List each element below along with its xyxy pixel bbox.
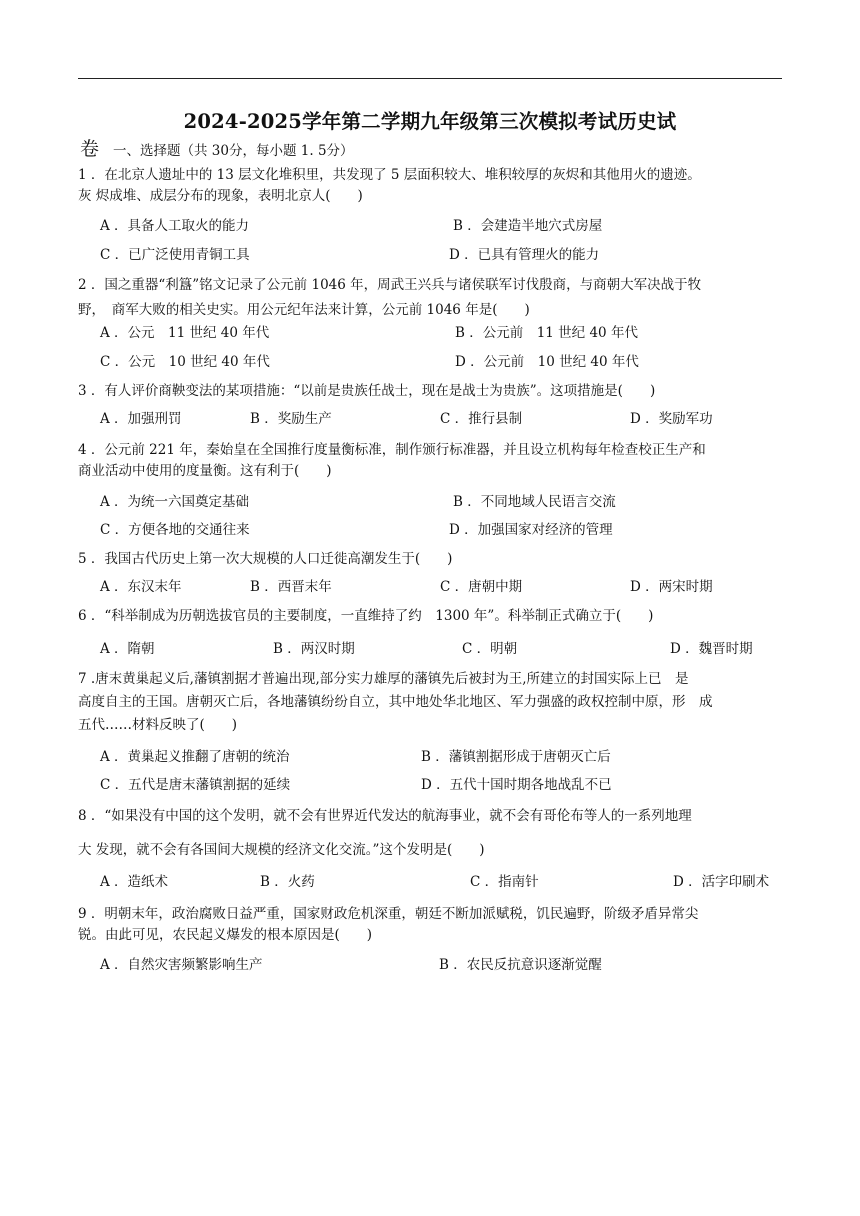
header-rule [78,78,782,79]
q2-option-b: B ．公元前 11 世纪 40 年代 [455,325,638,341]
section-label: 一、选择题（共 30分，每小题 1. 5分） [113,143,354,159]
q8-line-2: 大 发现，就不会有各国间大规模的经济文化交流。”这个发明是( ) [78,842,485,858]
q7-option-a: A ．黄巢起义推翻了唐朝的统治 [100,749,290,765]
q3-line-1: 3 ．有人评价商鞅变法的某项措施：“以前是贵族任战士，现在是战士为贵族”。这项措施是( ) [78,383,656,399]
q8-line-1: 8 ．“如果没有中国的这个发明，就不会有世界近代发达的航海事业，就不会有哥伦布等人的一系列地理 [78,808,692,824]
q2-option-c: C ．公元 10 世纪 40 年代 [100,354,270,370]
q9-line-2: 锐。由此可见，农民起义爆发的根本原因是( ) [78,927,373,943]
q2-option-a: A ．公元 11 世纪 40 年代 [100,325,270,341]
q7-option-b: B ．藩镇割据形成于唐朝灭亡后 [421,749,611,765]
q6-line-1: 6 ．“科举制成为历朝选拔官员的主要制度，一直维持了约 1300 年”。科举制正式确立于( ) [78,608,654,624]
q7-line-1: 7 .唐末黄巢起义后,藩镇割据才普遍出现,部分实力雄厚的藩镇先后被封为王,所建立的封国实际上已 是 [78,671,689,687]
q8-option-d: D ．活字印刷术 [673,874,770,890]
q4-line-1: 4 ．公元前 221 年，秦始皇在全国推行度量衡标准，制作颁行标准器，并且设立机构每年检查校正生产和 [78,442,706,458]
q2-line-2: 野， 商军大败的相关史实。用公元纪年法来计算，公元前 1046 年是( ) [78,302,530,318]
q1-line-2: 灰 烬成堆、成层分布的现象，表明北京人( ) [78,188,363,204]
q6-option-c: C ．明朝 [462,641,518,657]
q6-option-b: B ．两汉时期 [273,641,355,657]
q7-option-d: D ．五代十国时期各地战乱不已 [421,777,612,793]
q6-option-d: D ．魏晋时期 [670,641,753,657]
q8-option-a: A ．造纸术 [100,874,169,890]
q5-line-1: 5 ．我国古代历史上第一次大规模的人口迁徙高潮发生于( ) [78,551,453,567]
q4-option-d: D ．加强国家对经济的管理 [449,522,613,538]
q5-option-c: C ．唐朝中期 [440,579,523,595]
q6-option-a: A ．隋朝 [100,641,155,657]
q5-option-d: D ．两宋时期 [630,579,713,595]
q7-line-2: 高度自主的王国。唐朝灭亡后，各地藩镇纷纷自立，其中地处华北地区、军力强盛的政权控制中原，形 成 [78,694,713,710]
q3-option-c: C ．推行县制 [440,411,523,427]
q1-option-b: B ．会建造半地穴式房屋 [453,218,603,234]
q2-option-d: D ．公元前 10 世纪 40 年代 [455,354,639,370]
q1-line-1: 1 ．在北京人遗址中的 13 层文化堆积里，共发现了 5 层面积较大、堆积较厚的灰烬和其他用火的遗迹。 [78,167,701,183]
q3-option-b: B ．奖励生产 [250,411,332,427]
q9-option-b: B ．农民反抗意识逐渐觉醒 [439,957,602,973]
q8-option-c: C ．指南针 [470,874,539,890]
q5-option-a: A ．东汉末年 [100,579,182,595]
q1-option-c: C ．已广泛使用青铜工具 [100,247,250,263]
q4-option-b: B ．不同地域人民语言交流 [453,494,616,510]
q4-line-2: 商业活动中使用的度量衡。这有利于( ) [78,463,332,479]
q7-line-3: 五代……材料反映了( ) [78,717,238,733]
q3-option-a: A ．加强刑罚 [100,411,182,427]
q4-option-a: A ．为统一六国奠定基础 [100,494,250,510]
q4-option-c: C ．方便各地的交通往来 [100,522,250,538]
q1-option-a: A ．具备人工取火的能力 [100,218,250,234]
q1-option-d: D ．已具有管理火的能力 [449,247,600,263]
section-heading [80,134,354,161]
section-char: 卷 [80,138,100,160]
q3-option-d: D ．奖励军功 [630,411,713,427]
q2-line-1: 2 ．国之重器“利簋”铭文记录了公元前 1046 年，周武王兴兵与诸侯联军讨伐殷商，与商朝大军决战于牧 [78,277,702,293]
exam-title: 2024-2025学年第二学期九年级第三次模拟考试历史试 [183,110,677,133]
q9-line-1: 9 ．明朝末年，政治腐败日益严重，国家财政危机深重，朝廷不断加派赋税，饥民遍野，阶级矛盾异常尖 [78,906,699,922]
q7-option-c: C ．五代是唐末藩镇割据的延续 [100,777,291,793]
q8-option-b: B ．火药 [260,874,315,890]
q9-option-a: A ．自然灾害频繁影响生产 [100,957,263,973]
q5-option-b: B ．西晋末年 [250,579,332,595]
